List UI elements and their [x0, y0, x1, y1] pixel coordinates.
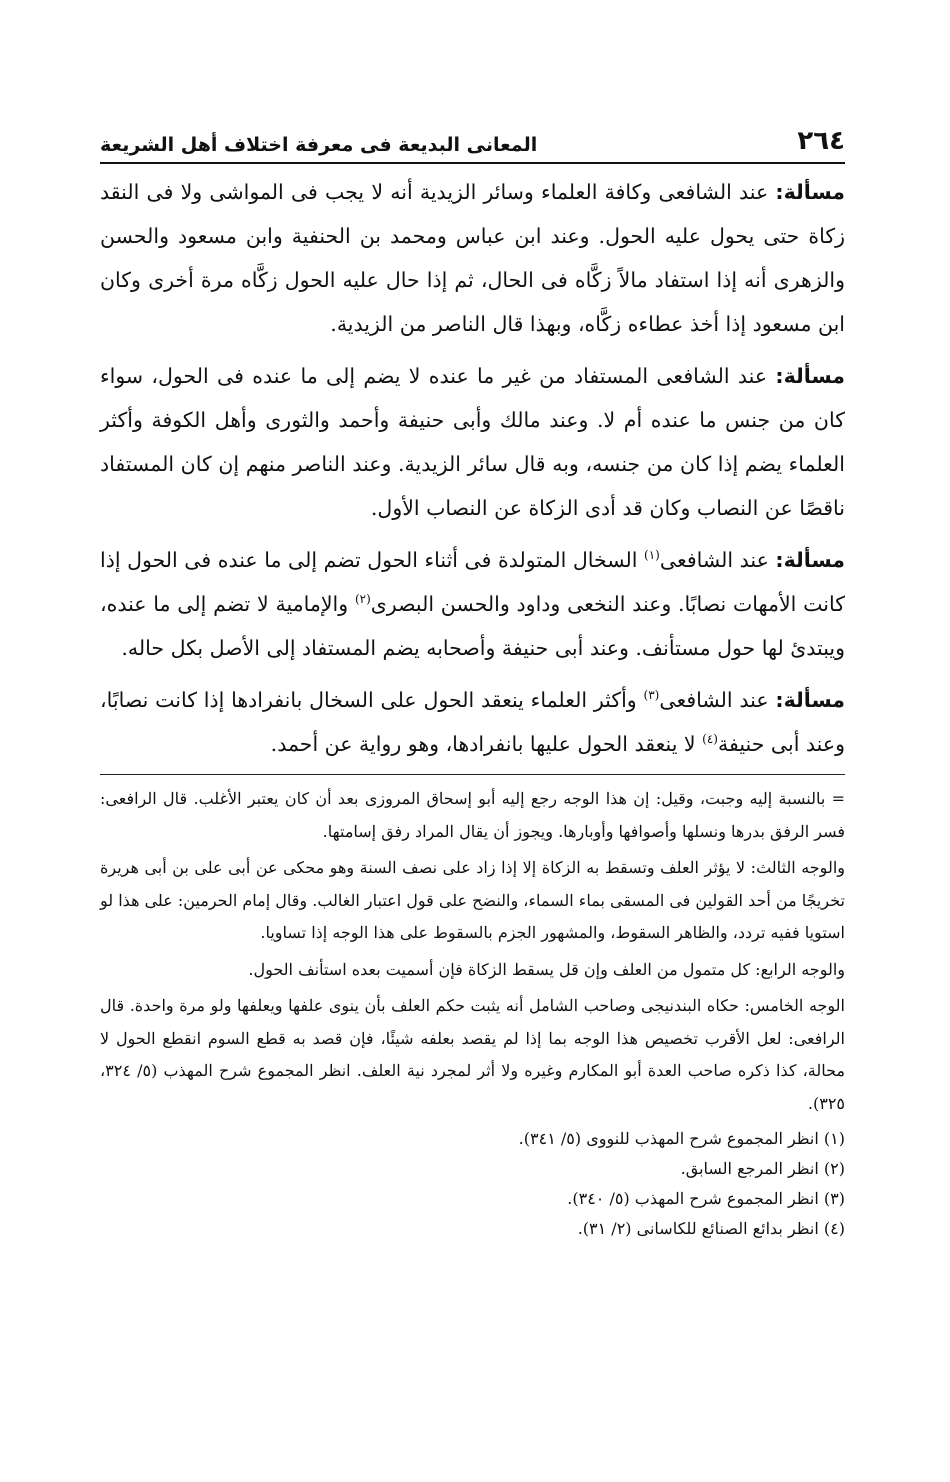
footnote-marker-4[interactable]: (٤) — [702, 732, 718, 747]
footnote-list — [100, 1124, 845, 1244]
masala-label: مسألة: — [775, 548, 845, 572]
continued-note: الوجه الخامس: حكاه البندنيجى وصاحب الشامل أنه يثبت حكم العلف بأن ينوى علفها ويعلفها ولو مرة واحدة. قال الرافعى: لعل الأقرب تخصيص هذا الوجه بما إذا لم يقصد بعلفه شيئًا، فإن قصد به قطع السوم انقطع الحول لا محالة، كذا ذكره صاحب العدة أبو المكارم وغيره ولا أثر لمجرد نية العلف. انظر المجموع شرح المهذب (٥/ ٣٢٤، ٣٢٥). — [100, 996, 845, 1113]
footnote-marker-1[interactable]: (١) — [644, 548, 660, 563]
paragraph-text: عند الشافعى — [659, 548, 776, 572]
paragraph-text: والإمامية لا تضم إلى ما عنده، ويبتدئ لها حول مستأنف. وعند أبى حنيفة وأصحابه يضم المستفاد إلى الأصل بكل حاله. — [100, 592, 845, 660]
masala-paragraph-1 — [100, 170, 845, 346]
running-title: المعانى البديعة فى معرفة اختلاف أهل الشريعة — [100, 134, 538, 156]
running-header — [100, 110, 845, 164]
paragraph-text: وأكثر العلماء ينعقد الحول على السخال بانفرادها إذا كانت نصابًا، وعند أبى حنيفة — [100, 688, 845, 756]
footnote-4: (٤) انظر بدائع الصنائع للكاسانى (٢/ ٣١). — [577, 1219, 845, 1238]
continued-note: والوجه الثالث: لا يؤثر العلف وتسقط به الزكاة إلا إذا زاد على نصف السنة وهو محكى عن أبى على بن أبى هريرة تخريجًا من أحد القولين فى المسقى بماء السماء، والنضح على قول اعتبار الغالب. وقال إمام الحرمين: على هذا لو استويا ففيه تردد، والظاهر السقوط، والمشهور الجزم بالسقوط على هذا الوجه إذا تساويا. — [100, 858, 845, 942]
main-text — [100, 170, 845, 766]
footnote-1: (١) انظر المجموع شرح المهذب للنووى (٥/ ٣٤١). — [518, 1129, 845, 1148]
paragraph-text: عند الشافعى — [659, 688, 776, 712]
continued-notes — [100, 783, 845, 1120]
paragraph-text: عند الشافعى وكافة العلماء وسائر الزيدية أنه لا يجب فى المواشى ولا فى النقد زكاة حتى يحول عليه الحول. وعند ابن عباس ومحمد بن الحنفية وابن مسعود والحسن والزهرى أنه إذا استفاد مالاً زكَّاه فى الحال، ثم إذا حال عليه الحول زكَّاه مرة أخرى وكان ابن مسعود إذا أخذ عطاءه زكَّاه، وبهذا قال الناصر من الزيدية. — [100, 180, 845, 336]
masala-paragraph-2 — [100, 354, 845, 530]
paragraph-text: السخال المتولدة فى أثناء الحول تضم إلى ما عنده فى الحول إذا كانت الأمهات نصابًا. وعند النخعى وداود والحسن البصرى — [100, 548, 845, 616]
masala-label: مسألة: — [775, 180, 845, 204]
paragraph-text: عند الشافعى المستفاد من غير ما عنده لا يضم إلى ما عنده فى الحول، سواء كان من جنس ما عنده أم لا. وعند مالك وأبى حنيفة وأحمد والثورى وأهل الكوفة وأكثر العلماء يضم إذا كان من جنسه، وبه قال سائر الزيدية. وعند الناصر منهم إن كان المستفاد ناقصًا عن النصاب وكان قد أدى الزكاة عن النصاب الأول. — [100, 364, 845, 520]
masala-label: مسألة: — [775, 364, 845, 388]
footnote-marker-3[interactable]: (٣) — [643, 688, 660, 703]
page-number: ٢٦٤ — [797, 126, 845, 156]
footnote-2: (٢) انظر المرجع السابق. — [680, 1159, 845, 1178]
book-page — [100, 110, 845, 1244]
masala-paragraph-3 — [100, 538, 845, 670]
masala-label: مسألة: — [775, 688, 845, 712]
continued-note: والوجه الرابع: كل متمول من العلف وإن قل يسقط الزكاة فإن أسميت بعده استأنف الحول. — [248, 959, 845, 979]
continued-note: = بالنسبة إليه وجبت، وقيل: إن هذا الوجه رجع إليه أبو إسحاق المروزى بعد أن كان يعتبر الأغلب. قال الرافعى: فسر الرفق بدرها ونسلها وأصوافها وأوبارها. ويجوز أن يقال المراد رفق إسامتها. — [100, 789, 845, 841]
masala-paragraph-4 — [100, 678, 845, 766]
footnote-3: (٣) انظر المجموع شرح المهذب (٥/ ٣٤٠). — [567, 1189, 845, 1208]
paragraph-text: لا ينعقد الحول عليها بانفرادها، وهو رواية عن أحمد. — [270, 732, 703, 756]
footnote-separator — [100, 774, 845, 775]
footnote-marker-2[interactable]: (٢) — [354, 592, 371, 607]
